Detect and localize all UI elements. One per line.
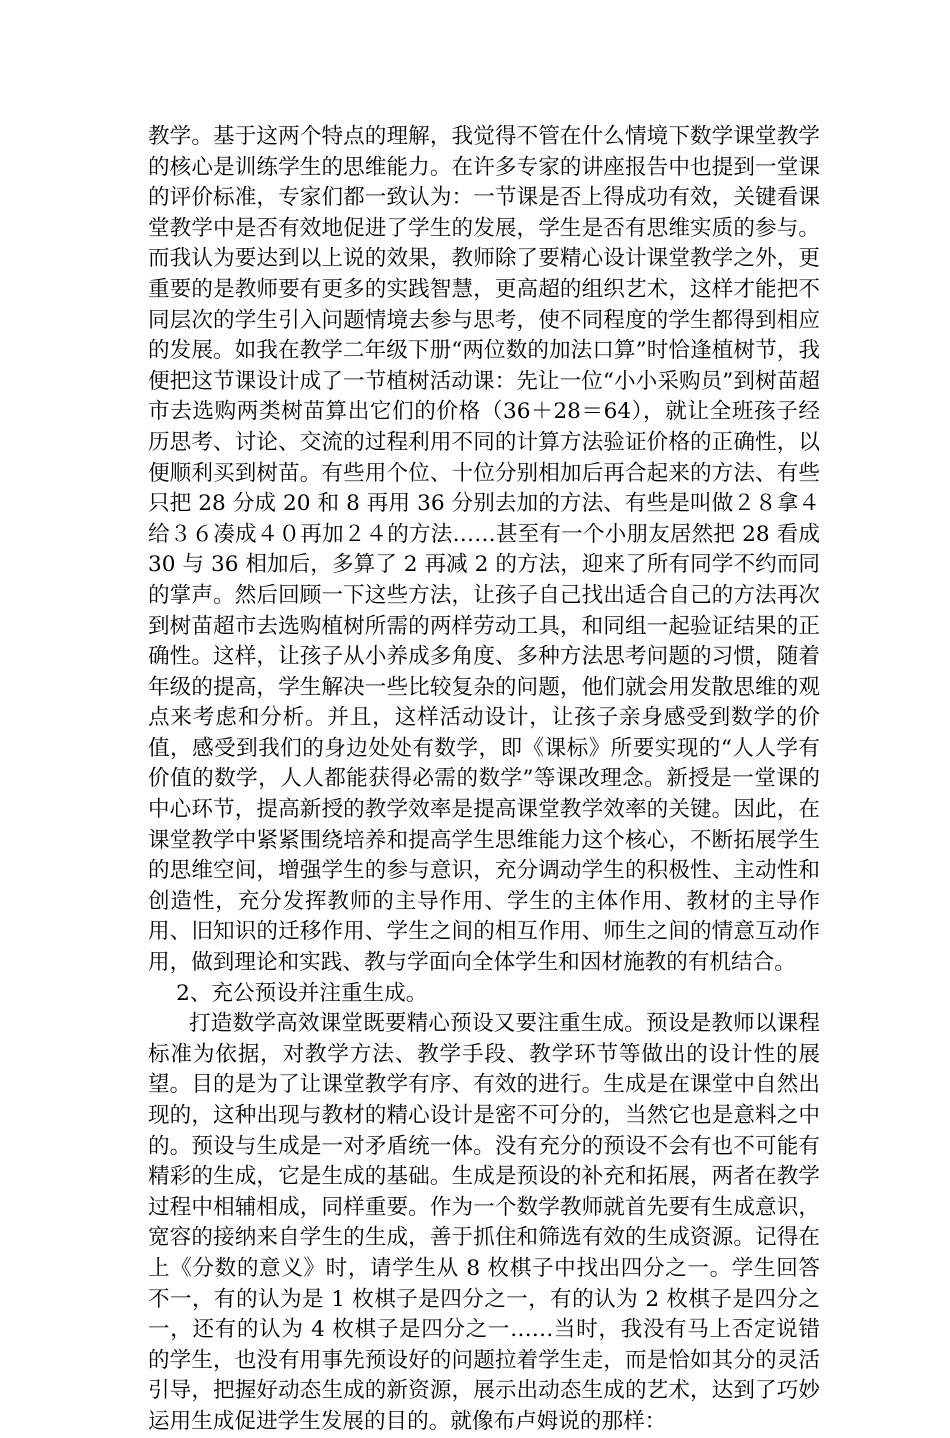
body-paragraph-2: 打造数学高效课堂既要精心预设又要注重生成。预设是教师以课程标准为依据，对教学方法、教学手段、教学环节等做出的设计性的展望。目的是为了让课堂教学有序、有效的进行。生成是在课堂中自然出现的，这种出现与教材的精心设计是密不可分的，当然它也是意料之中的。预设与生成是一对矛盾统一体。没有充分的预设不会有也不可能有精彩的生成，它是生成的基础。生成是预设的补充和拓展，两者在教学过程中相辅相成，同样重要。作为一个数学教师就首先要有生成意识，宽容的接纳来自学生的生成，善于抓住和筛选有效的生成资源。记得在上《分数的意义》时，请学生从 8 枚棋子中找出四分之一。学生回答不一，有的认为是 1 枚棋子是四分之一，有的认为 2 枚棋子是四分之一，还有的认为 4 枚棋子是四分之一……当时，我没有马上否定说错的学生，也没有用事先预设好的问题拉着学生走，而是恰如其分的灵活引导，把握好动态生成的新资源，展示出动态生成的艺术，达到了巧妙运用生成促进学生发展的目的。就像布卢姆说的那样： [148,1011,820,1434]
body-paragraph-1: 教学。基于这两个特点的理解，我觉得不管在什么情境下数学课堂教学的核心是训练学生的思维能力。在许多专家的讲座报告中也提到一堂课的评价标准，专家们都一致认为：一节课是否上得成功有效，关键看课堂教学中是否有效地促进了学生的发展，学生是否有思维实质的参与。而我认为要达到以上说的效果，教师除了要精心设计课堂教学之外，更重要的是教师要有更多的实践智慧，更高超的组织艺术，这样才能把不同层次的学生引入问题情境去参与思考，使不同程度的学生都得到相应的发展。如我在教学二年级下册“两位数的加法口算”时恰逢植树节，我便把这节课设计成了一节植树活动课：先让一位“小小采购员”到树苗超市去选购两类树苗算出它们的价格（36＋28＝64），就让全班孩子经历思考、讨论、交流的过程利用不同的计算方法验证价格的正确性，以便顺利买到树苗。有些用个位、十位分别相加后再合起来的方法、有些只把 28 分成 20 和 8 再用 36 分别去加的方法、有些是叫做２８拿４给３６凑成４０再加２４的方法……甚至有一个小朋友居然把 28 看成 30 与 36 相加后，多算了 2 再减 2 的方法，迎来了所有同学不约而同的掌声。然后回顾一下这些方法，让孩子自己找出适合自己的方法再次到树苗超市去选购植树所需的两样劳动工具，和同组一起验证结果的正确性。这样，让孩子从小养成多角度、多种方法思考问题的习惯，随着年级的提高，学生解决一些比较复杂的问题，他们就会用发散思维的观点来考虑和分析。并且，这样活动设计，让孩子亲身感受到数学的价值，感受到我们的身边处处有数学，即《课标》所要实现的“人人学有价值的数学，人人都能获得必需的数学”等课改理念。新授是一堂课的中心环节，提高新授的教学效率是提高课堂教学效率的关键。因此，在课堂教学中紧紧围绕培养和提高学生思维能力这个核心，不断拓展学生的思维空间，增强学生的参与意识，充分调动学生的积极性、主动性和创造性，充分发挥教师的主导作用、学生的主体作用、教材的主导作用、旧知识的迁移作用、学生之间的相互作用、师生之间的情意互动作用，做到理论和实践、教与学面向全体学生和因材施教的有机结合。 [148,124,820,976]
section-heading: 2、充公预设并注重生成。 [176,980,428,1006]
document-page [148,122,820,1438]
